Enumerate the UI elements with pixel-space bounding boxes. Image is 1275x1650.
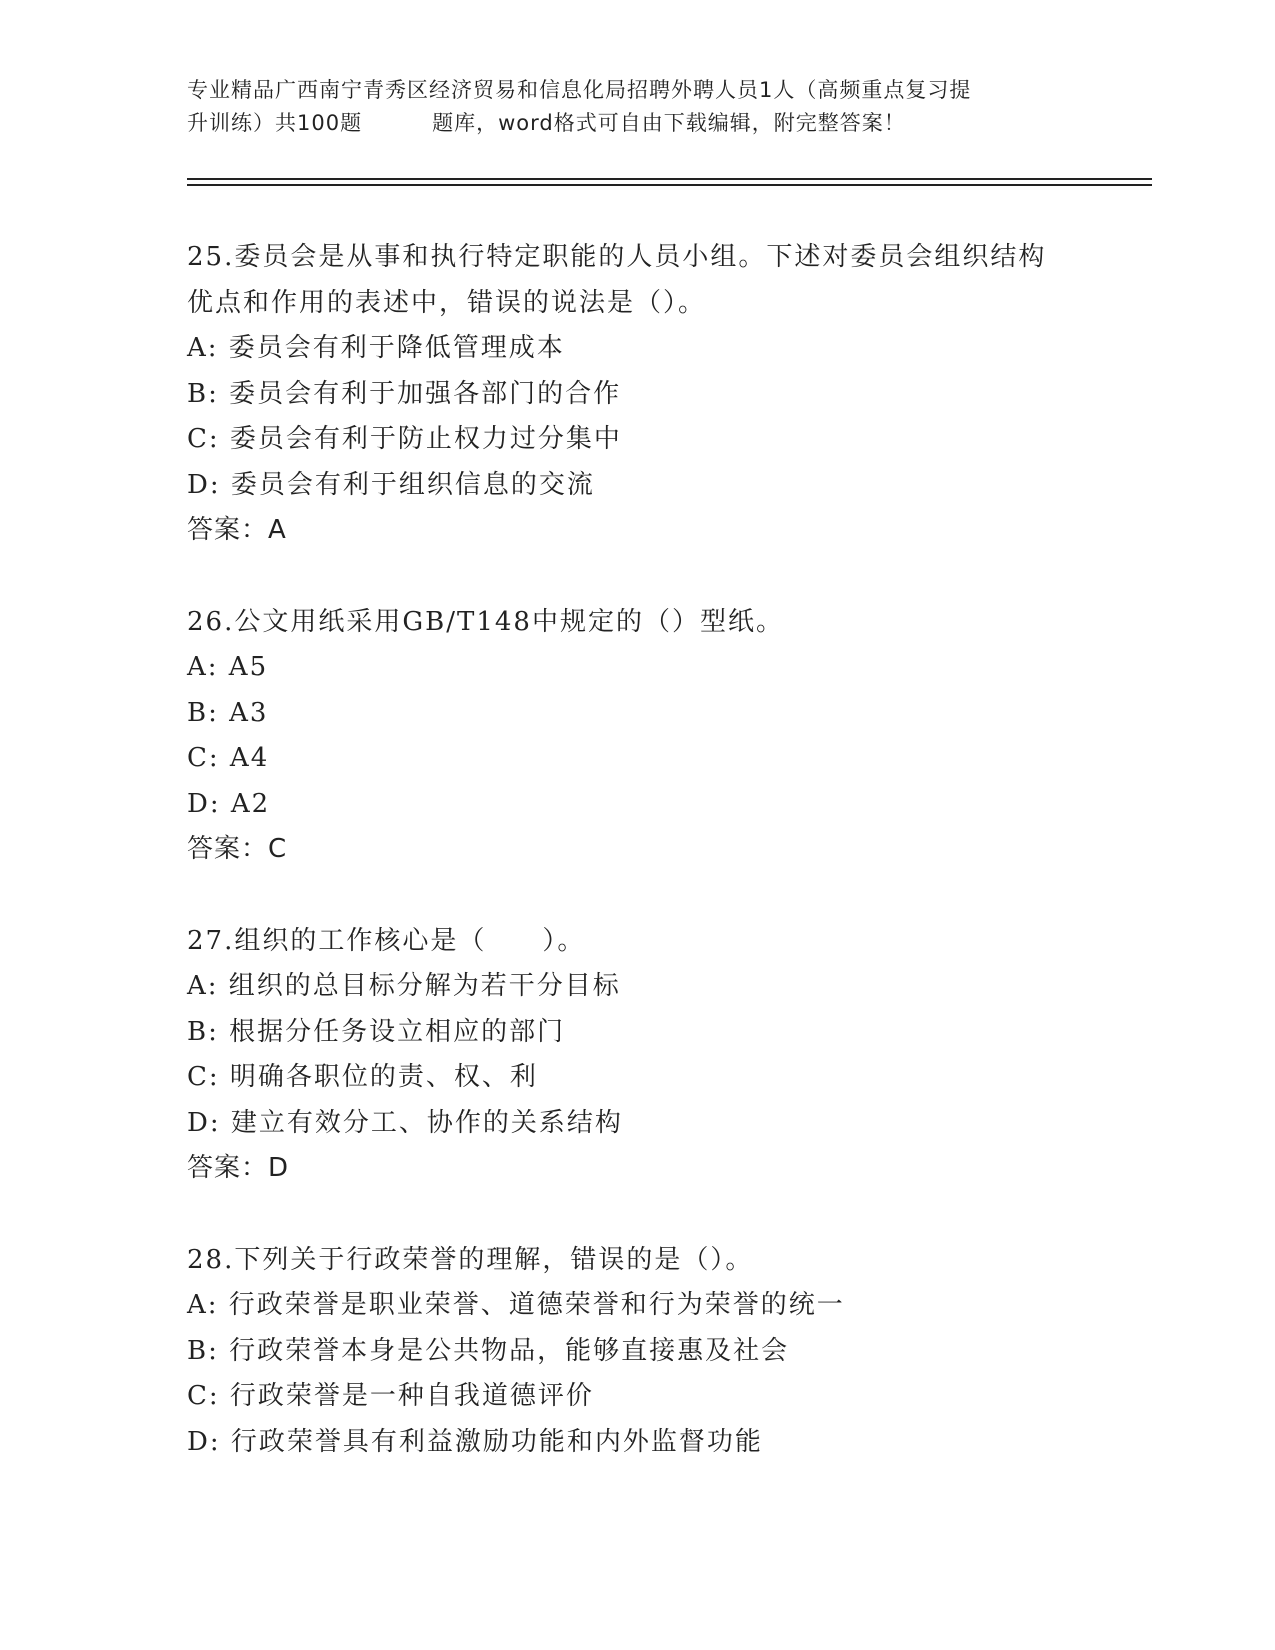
question-28 [187,1238,1147,1466]
option-a: A: 行政荣誉是职业荣誉、道德荣誉和行为荣誉的统一 [187,1290,845,1320]
answer: 答案：A [187,515,287,545]
question-list [187,235,1147,1511]
header-divider-bottom [187,184,1152,186]
option-b: B: A3 [187,697,269,728]
question-stem: 优点和作用的表述中，错误的说法是（）。 [187,287,707,318]
option-c: C: 行政荣誉是一种自我道德评价 [187,1381,594,1411]
header-line-1: 专业精品广西南宁青秀区经济贸易和信息化局招聘外聘人员1人（高频重点复习提 [187,78,972,102]
option-d: D: 建立有效分工、协作的关系结构 [187,1107,623,1138]
page-header [187,74,1087,140]
header-divider-top [187,178,1152,180]
option-b: B: 委员会有利于加强各部门的合作 [187,378,622,409]
header-line-2 [187,107,1087,140]
answer: 答案：D [187,1153,290,1183]
option-d: D: 行政荣誉具有利益激励功能和内外监督功能 [187,1426,763,1457]
option-a: A: A5 [187,652,269,682]
option-a: A: 委员会有利于降低管理成本 [187,333,565,363]
option-b: B: 行政荣誉本身是公共物品，能够直接惠及社会 [187,1335,790,1366]
question-stem: 26.公文用纸采用GB/T148中规定的（）型纸。 [187,606,784,637]
question-25 [187,235,1147,554]
option-c: C: A4 [187,743,270,773]
option-d: D: A2 [187,788,271,819]
answer: 答案：C [187,834,288,864]
option-d: D: 委员会有利于组织信息的交流 [187,469,595,500]
question-stem: 25.委员会是从事和执行特定职能的人员小组。下述对委员会组织结构 [187,242,1047,272]
question-stem: 28.下列关于行政荣誉的理解，错误的是（）。 [187,1244,754,1275]
question-26 [187,600,1147,873]
header-line-2-part-2: 题库，word格式可自由下载编辑，附完整答案！ [432,111,906,135]
option-c: C: 明确各职位的责、权、利 [187,1062,538,1092]
header-line-2-part-1: 升训练）共100题 [187,111,363,135]
option-b: B: 根据分任务设立相应的部门 [187,1016,566,1047]
option-a: A: 组织的总目标分解为若干分目标 [187,971,621,1001]
option-c: C: 委员会有利于防止权力过分集中 [187,424,622,454]
question-stem: 27.组织的工作核心是（ ）。 [187,925,586,956]
question-27 [187,919,1147,1192]
